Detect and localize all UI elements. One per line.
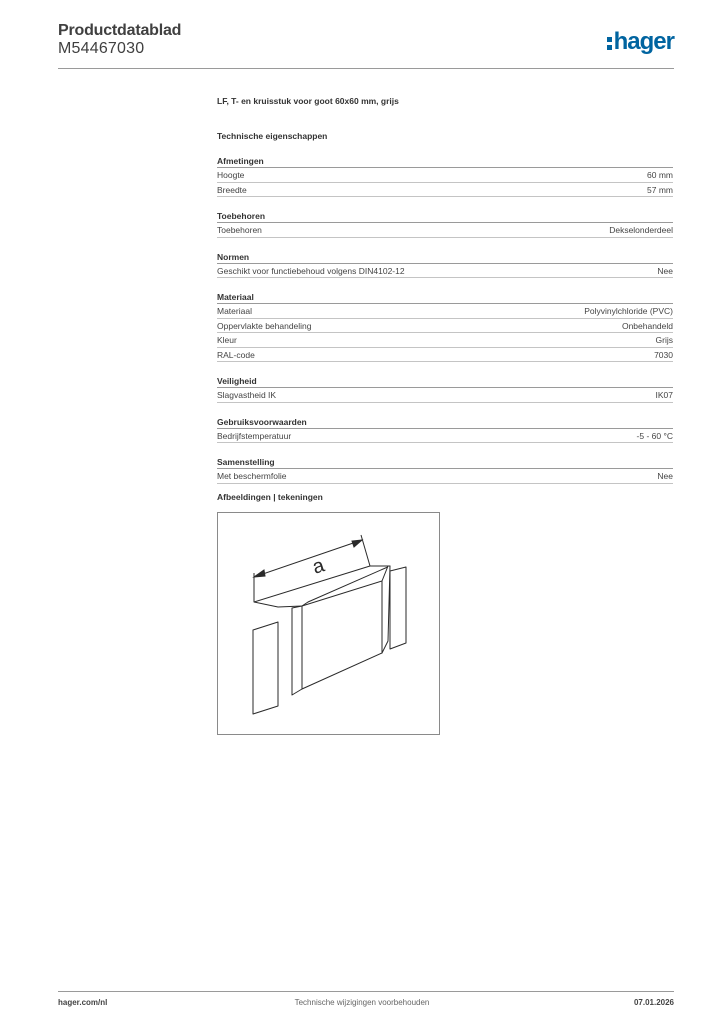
spec-row	[217, 304, 673, 319]
footer-divider	[58, 991, 674, 992]
spec-section	[217, 155, 673, 197]
spec-value: Grijs	[655, 335, 673, 345]
page-header	[58, 20, 674, 70]
spec-row	[217, 333, 673, 348]
spec-value: Onbehandeld	[621, 320, 673, 331]
spec-section	[217, 251, 673, 279]
spec-value: Polyvinylchloride (PVC)	[584, 306, 673, 316]
spec-value: Dekselonderdeel	[609, 225, 673, 235]
spec-label: Geschikt voor functiebehoud volgens DIN4102-12	[217, 265, 405, 276]
dimension-line	[254, 540, 362, 577]
spec-row	[217, 469, 673, 484]
spec-label: Met beschermfolie	[217, 471, 287, 481]
header-divider	[58, 68, 674, 69]
footer-disclaimer: Technische wijzigingen voorbehouden	[294, 998, 430, 1007]
section-heading: Afmetingen	[217, 155, 673, 168]
left-flange-shape	[292, 606, 302, 695]
spec-row	[217, 264, 673, 279]
footer-website-link[interactable]: hager.com/nl	[58, 998, 108, 1007]
spec-label: Toebehoren	[217, 225, 262, 235]
spec-section	[217, 416, 673, 444]
images-title: Afbeeldingen | tekeningen	[217, 492, 323, 502]
spec-row	[217, 223, 673, 238]
spec-label: Bedrijfstemperatuur	[217, 430, 292, 441]
spec-value: Nee	[657, 471, 673, 481]
spec-value: -5 - 60 °C	[636, 430, 673, 441]
footer-date: 07.01.2026	[633, 998, 674, 1007]
spec-section	[217, 291, 673, 362]
spec-label: Slagvastheid IK	[217, 390, 277, 400]
spec-section	[217, 375, 673, 403]
spec-value: 7030	[654, 349, 673, 360]
product-code: M54467030	[58, 40, 145, 57]
section-heading: Toebehoren	[217, 210, 673, 223]
dimension-label: a	[309, 554, 328, 579]
spec-value: 57 mm	[647, 184, 673, 195]
spec-row	[217, 348, 673, 363]
right-edge-shape	[382, 566, 390, 653]
product-name: LF, T- en kruisstuk voor goot 60x60 mm, grijs	[217, 96, 399, 106]
spec-value: Nee	[657, 265, 673, 276]
spec-label: Breedte	[217, 184, 247, 195]
section-heading: Materiaal	[217, 291, 673, 304]
spec-row	[217, 183, 673, 198]
spec-label: Kleur	[217, 335, 237, 345]
technical-properties-title: Technische eigenschappen	[217, 131, 328, 141]
drawing-svg	[218, 513, 439, 734]
spec-row	[217, 429, 673, 444]
logo-text: hager	[613, 28, 674, 55]
arrow-left-head-icon	[254, 570, 265, 577]
spec-label: Oppervlakte behandeling	[217, 320, 312, 331]
spec-row	[217, 388, 673, 403]
technical-drawing	[217, 512, 440, 735]
spec-content	[217, 95, 673, 484]
spec-row	[217, 319, 673, 334]
spec-label: RAL-code	[217, 349, 255, 360]
spec-sections	[217, 155, 673, 484]
spec-section	[217, 456, 673, 484]
right-plate-shape	[390, 567, 406, 649]
extension-line-right	[361, 535, 370, 566]
spec-label: Materiaal	[217, 306, 252, 316]
section-heading: Samenstelling	[217, 456, 673, 469]
section-heading: Gebruiksvoorwaarden	[217, 416, 673, 429]
spec-row	[217, 168, 673, 183]
hager-logo	[607, 28, 674, 56]
spec-label: Hoogte	[217, 170, 245, 180]
arrow-right-head-icon	[352, 540, 362, 547]
document-title: Productdatablad	[58, 22, 182, 39]
spec-value: IK07	[655, 390, 673, 400]
spec-section	[217, 210, 673, 238]
logo-dots-icon	[607, 34, 612, 51]
section-heading: Veiligheid	[217, 375, 673, 388]
left-plate-shape	[253, 622, 278, 714]
section-heading: Normen	[217, 251, 673, 264]
spec-value: 60 mm	[647, 170, 673, 180]
